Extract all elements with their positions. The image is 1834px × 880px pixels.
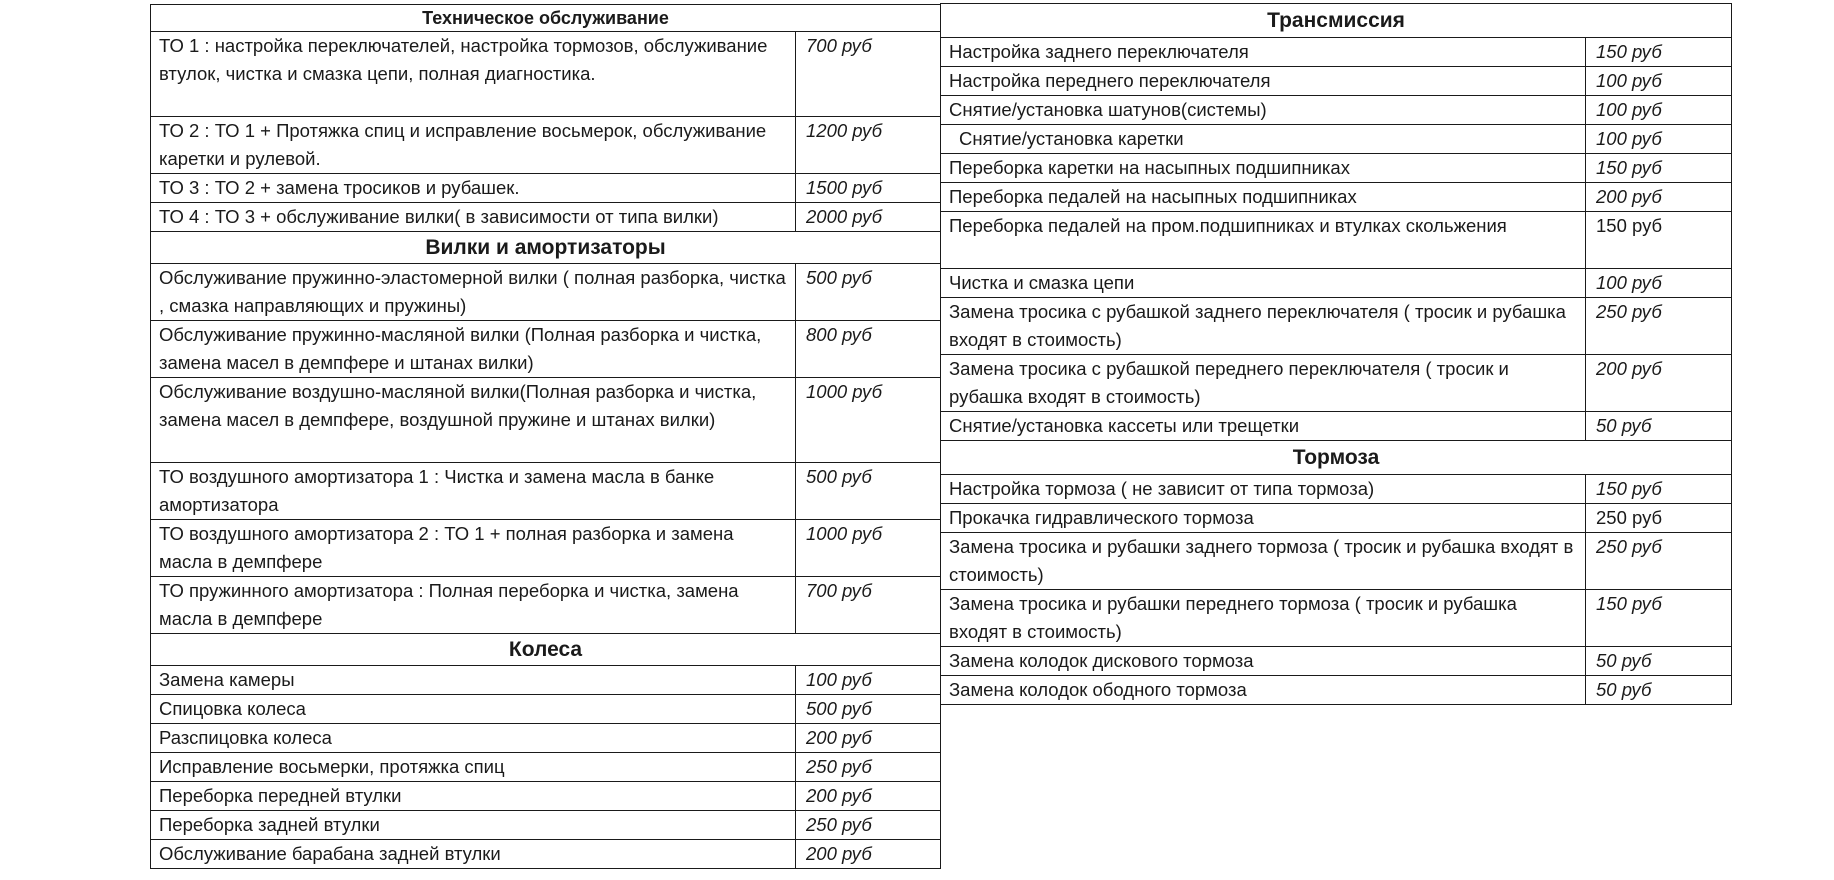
service-price: 1000 руб xyxy=(796,520,941,577)
service-price: 250 руб xyxy=(1586,504,1732,533)
service-description: Снятие/установка каретки xyxy=(941,125,1586,154)
service-price: 500 руб xyxy=(796,463,941,520)
service-price: 150 руб xyxy=(1586,475,1732,504)
service-description: Обслуживание пружинно-масляной вилки (Полная разборка и чистка, замена масел в демпфере и штанах вилки) xyxy=(151,321,796,378)
table-row xyxy=(151,753,941,782)
service-price: 200 руб xyxy=(796,782,941,811)
service-description: Замена тросика и рубашки заднего тормоза ( тросик и рубашка входят в стоимость) xyxy=(941,533,1586,590)
table-row xyxy=(941,38,1732,67)
service-price: 500 руб xyxy=(796,695,941,724)
service-description: Переборка задней втулки xyxy=(151,811,796,840)
table-row xyxy=(941,475,1732,504)
service-description: Обслуживание пружинно-эластомерной вилки ( полная разборка, чистка , смазка направляющих и пружины) xyxy=(151,264,796,321)
service-price: 100 руб xyxy=(1586,125,1732,154)
table-row xyxy=(151,117,941,174)
section-header xyxy=(151,634,941,666)
service-price: 250 руб xyxy=(1586,533,1732,590)
service-description: Переборка педалей на пром.подшипниках и втулках скольжения xyxy=(941,212,1586,269)
table-row xyxy=(941,183,1732,212)
section-title-transmission: Трансмиссия xyxy=(941,4,1732,38)
table-row xyxy=(941,504,1732,533)
table-row xyxy=(151,577,941,634)
service-price: 250 руб xyxy=(796,753,941,782)
service-description: ТО 2 : ТО 1 + Протяжка спиц и исправление восьмерок, обслуживание каретки и рулевой. xyxy=(151,117,796,174)
table-row xyxy=(941,269,1732,298)
service-description: ТО воздушного амортизатора 2 : ТО 1 + полная разборка и замена масла в демпфере xyxy=(151,520,796,577)
table-row xyxy=(151,321,941,378)
service-description: Переборка передней втулки xyxy=(151,782,796,811)
table-row xyxy=(941,212,1732,269)
service-description: Снятие/установка кассеты или трещетки xyxy=(941,412,1586,441)
service-description: Переборка педалей на насыпных подшипниках xyxy=(941,183,1586,212)
table-row xyxy=(151,32,941,117)
section-title-wheels: Колеса xyxy=(151,634,941,666)
service-description: Замена тросика и рубашки переднего тормоза ( тросик и рубашка входят в стоимость) xyxy=(941,590,1586,647)
service-price: 1500 руб xyxy=(796,174,941,203)
service-price: 700 руб xyxy=(796,32,941,117)
service-description: Обслуживание барабана задней втулки xyxy=(151,840,796,869)
service-description: Замена колодок ободного тормоза xyxy=(941,676,1586,705)
service-price: 1200 руб xyxy=(796,117,941,174)
service-price: 800 руб xyxy=(796,321,941,378)
service-price: 700 руб xyxy=(796,577,941,634)
table-row xyxy=(941,590,1732,647)
table-row xyxy=(941,154,1732,183)
table-row xyxy=(151,811,941,840)
service-price: 50 руб xyxy=(1586,676,1732,705)
table-row xyxy=(941,125,1732,154)
table-row xyxy=(151,203,941,232)
service-price: 50 руб xyxy=(1586,412,1732,441)
right-price-table xyxy=(940,3,1732,705)
service-price: 150 руб xyxy=(1586,154,1732,183)
section-header xyxy=(151,232,941,264)
service-price: 150 руб xyxy=(1586,38,1732,67)
service-description: Замена тросика с рубашкой заднего переключателя ( тросик и рубашка входят в стоимость) xyxy=(941,298,1586,355)
service-description: Обслуживание воздушно-масляной вилки(Полная разборка и чистка, замена масел в демпфере, воздушной пружине и штанах вилки) xyxy=(151,378,796,463)
service-description: ТО воздушного амортизатора 1 : Чистка и замена масла в банке амортизатора xyxy=(151,463,796,520)
section-header xyxy=(151,5,941,32)
table-row xyxy=(941,533,1732,590)
service-price: 250 руб xyxy=(1586,298,1732,355)
service-description: Чистка и смазка цепи xyxy=(941,269,1586,298)
service-price: 100 руб xyxy=(1586,67,1732,96)
service-price: 200 руб xyxy=(796,840,941,869)
service-price: 200 руб xyxy=(1586,355,1732,412)
table-row xyxy=(151,174,941,203)
section-header xyxy=(941,441,1732,475)
service-description: Спицовка колеса xyxy=(151,695,796,724)
service-description: ТО пружинного амортизатора : Полная переборка и чистка, замена масла в демпфере xyxy=(151,577,796,634)
service-description: Замена камеры xyxy=(151,666,796,695)
service-description: Разспицовка колеса xyxy=(151,724,796,753)
service-price: 500 руб xyxy=(796,264,941,321)
service-description: Настройка переднего переключателя xyxy=(941,67,1586,96)
table-row xyxy=(151,724,941,753)
service-price: 100 руб xyxy=(1586,269,1732,298)
service-price: 50 руб xyxy=(1586,647,1732,676)
section-title-forks: Вилки и амортизаторы xyxy=(151,232,941,264)
service-price: 2000 руб xyxy=(796,203,941,232)
service-description: Прокачка гидравлического тормоза xyxy=(941,504,1586,533)
service-description: ТО 3 : ТО 2 + замена тросиков и рубашек. xyxy=(151,174,796,203)
service-description: Настройка тормоза ( не зависит от типа тормоза) xyxy=(941,475,1586,504)
table-row xyxy=(941,355,1732,412)
service-description: Замена тросика с рубашкой переднего переключателя ( тросик и рубашка входят в стоимость) xyxy=(941,355,1586,412)
service-price: 100 руб xyxy=(796,666,941,695)
service-price: 200 руб xyxy=(796,724,941,753)
table-row xyxy=(151,695,941,724)
service-price: 150 руб xyxy=(1586,212,1732,269)
service-price: 1000 руб xyxy=(796,378,941,463)
service-description: Снятие/установка шатунов(системы) xyxy=(941,96,1586,125)
service-price: 250 руб xyxy=(796,811,941,840)
table-row xyxy=(941,67,1732,96)
table-row xyxy=(941,676,1732,705)
table-row xyxy=(941,412,1732,441)
table-row xyxy=(151,378,941,463)
service-description: Исправление восьмерки, протяжка спиц xyxy=(151,753,796,782)
table-row xyxy=(151,782,941,811)
table-row xyxy=(151,264,941,321)
table-row xyxy=(941,298,1732,355)
left-price-table xyxy=(150,4,941,869)
service-description: ТО 1 : настройка переключателей, настройка тормозов, обслуживание втулок, чистка и смазка цепи, полная диагностика. xyxy=(151,32,796,117)
section-title-maintenance: Техническое обслуживание xyxy=(151,5,941,32)
service-price: 200 руб xyxy=(1586,183,1732,212)
table-row xyxy=(941,647,1732,676)
service-description: Переборка каретки на насыпных подшипниках xyxy=(941,154,1586,183)
service-price: 100 руб xyxy=(1586,96,1732,125)
service-description: Замена колодок дискового тормоза xyxy=(941,647,1586,676)
table-row xyxy=(941,96,1732,125)
section-title-brakes: Тормоза xyxy=(941,441,1732,475)
service-description: Настройка заднего переключателя xyxy=(941,38,1586,67)
table-row xyxy=(151,666,941,695)
section-header xyxy=(941,4,1732,38)
service-description: ТО 4 : ТО 3 + обслуживание вилки( в зависимости от типа вилки) xyxy=(151,203,796,232)
service-price: 150 руб xyxy=(1586,590,1732,647)
table-row xyxy=(151,463,941,520)
table-row xyxy=(151,520,941,577)
table-row xyxy=(151,840,941,869)
